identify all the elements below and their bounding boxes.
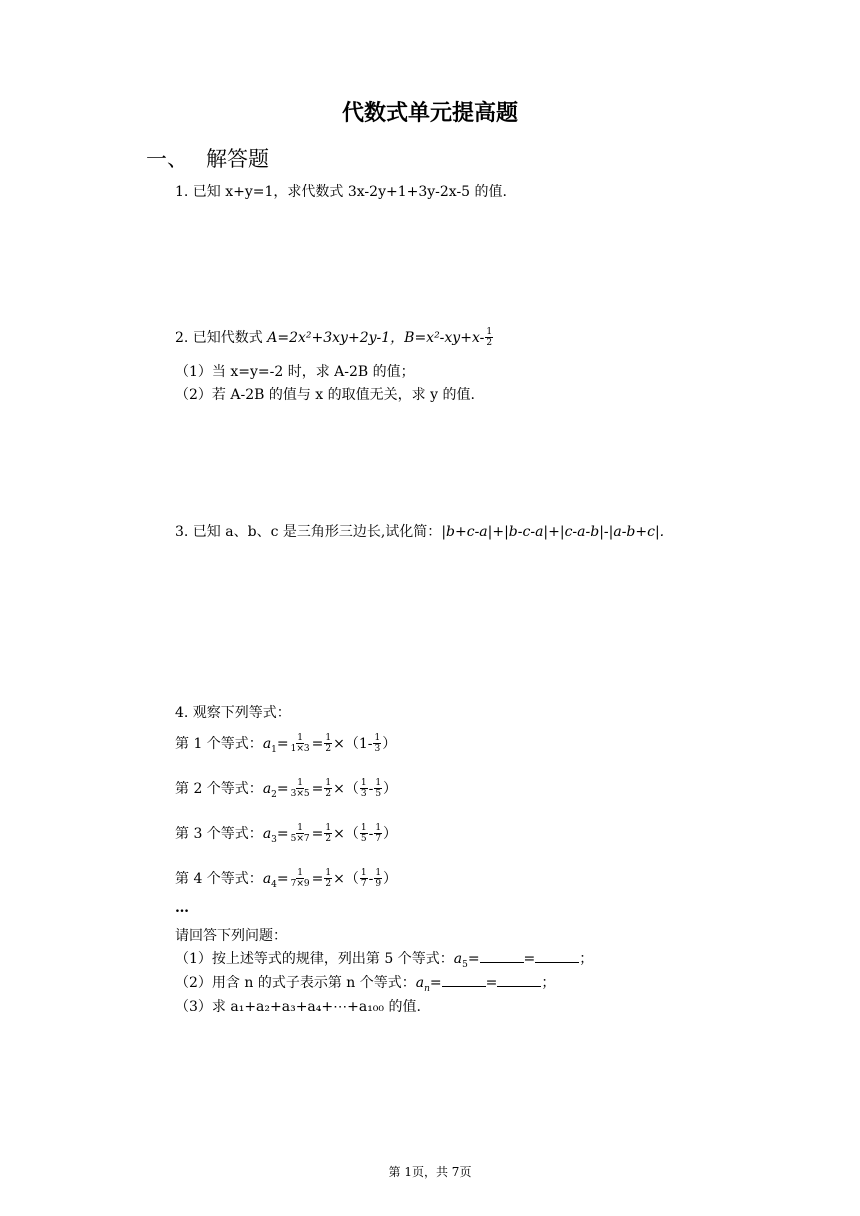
question-4-part-2: （2）用含 n 的式子表示第 n 个等式：$a_n=$ = ； (175, 975, 556, 994)
fraction: $\frac{1}{3}$ (374, 732, 381, 754)
fraction: $\frac{1}{5}$ (375, 777, 382, 799)
equation-label: 第 3 个等式： (175, 826, 263, 842)
page-title: 代数式单元提高题 (341, 100, 518, 126)
question-4-part-1: （1）按上述等式的规律，列出第 5 个等式：$a_5=$ = ； (175, 951, 594, 970)
q2-fraction: $\frac{1}{2}$ (486, 326, 493, 348)
q3-prefix: 3. 已知 a、b、c 是三角形三边长,试化简： (175, 524, 442, 540)
q2-a-def: A=2x²+3xy+2y-1， (267, 330, 405, 346)
fraction: $\frac{1}{2}$ (325, 777, 332, 799)
equation-row: 第 1 个等式：$a_1=$ $\frac{1}{1\times 3}$ = $\frac{1}{2}$ ×（1- $\frac{1}{3}$ ） (175, 732, 397, 755)
question-3 (175, 521, 664, 541)
q2-prefix: 2. 已知代数式 (175, 330, 268, 346)
equation-label: 第 2 个等式： (175, 781, 263, 797)
fraction: $\frac{1}{2}$ (325, 822, 332, 844)
fraction: $\frac{1}{3}$ (360, 777, 367, 799)
fraction: $\frac{1}{7}$ (375, 822, 382, 844)
question-2 (175, 327, 494, 349)
q3-expression: |b+c-a|+|b-c-a|+|c-a-b|-|a-b+c|. (441, 524, 665, 540)
equation-lhs: a (262, 871, 272, 887)
ellipsis: … (175, 900, 189, 916)
question-4-ask: 请回答下列问题： (175, 928, 287, 944)
equation-label: 第 1 个等式： (175, 736, 263, 752)
fraction: $\frac{1}{1\times 3}$ (290, 732, 310, 754)
fraction: $\frac{1}{5}$ (360, 822, 367, 844)
question-4-intro: 4. 观察下列等式： (175, 705, 291, 721)
equation-lhs: a (262, 781, 272, 797)
fraction: $\frac{1}{7\times 9}$ (290, 867, 310, 889)
section-label: 解答题 (206, 147, 269, 171)
q4-part1-text: （1）按上述等式的规律，列出第 5 个等式： (175, 951, 454, 967)
equation-row: 第 4 个等式：$a_4=$ $\frac{1}{7\times 9}$ = $\frac{1}{2}$ ×（ $\frac{1}{7}$ - $\frac{1}{9}$ ） (175, 867, 398, 890)
question-4-part-3: （3）求 a₁+a₂+a₃+a₄+⋯+a₁₀₀ 的值. (175, 999, 421, 1015)
q2-b-def: B=x²-xy+x- (404, 330, 485, 346)
fraction: $\frac{1}{5\times 7}$ (290, 822, 310, 844)
answer-blank (442, 976, 486, 987)
section-number: 一、 (146, 147, 188, 171)
fraction: $\frac{1}{7}$ (360, 867, 367, 889)
equation-lhs: a (262, 736, 272, 752)
question-1: 1. 已知 x+y=1，求代数式 3x-2y+1+3y-2x-5 的值. (175, 184, 507, 200)
section-heading (146, 143, 269, 173)
page-footer: 第 1页，共 7页 (388, 1165, 472, 1179)
fraction: $\frac{1}{3\times 5}$ (290, 777, 310, 799)
equation-label: 第 4 个等式： (175, 871, 263, 887)
answer-blank (497, 976, 541, 987)
question-2-part-1: （1）当 x=y=-2 时，求 A-2B 的值； (175, 364, 415, 380)
answer-blank (480, 952, 524, 963)
fraction: $\frac{1}{2}$ (325, 867, 332, 889)
equation-lhs: a (262, 826, 272, 842)
fraction: $\frac{1}{9}$ (375, 867, 382, 889)
answer-blank (535, 952, 579, 963)
equation-row: 第 3 个等式：$a_3=$ $\frac{1}{5\times 7}$ = $\frac{1}{2}$ ×（ $\frac{1}{5}$ - $\frac{1}{7}$ ） (175, 822, 398, 845)
q4-part2-text: （2）用含 n 的式子表示第 n 个等式： (175, 975, 416, 991)
equation-row: 第 2 个等式：$a_2=$ $\frac{1}{3\times 5}$ = $\frac{1}{2}$ ×（ $\frac{1}{3}$ - $\frac{1}{5}$ ） (175, 777, 398, 800)
question-2-part-2: （2）若 A-2B 的值与 x 的取值无关，求 y 的值. (175, 387, 475, 403)
fraction: $\frac{1}{2}$ (325, 732, 332, 754)
